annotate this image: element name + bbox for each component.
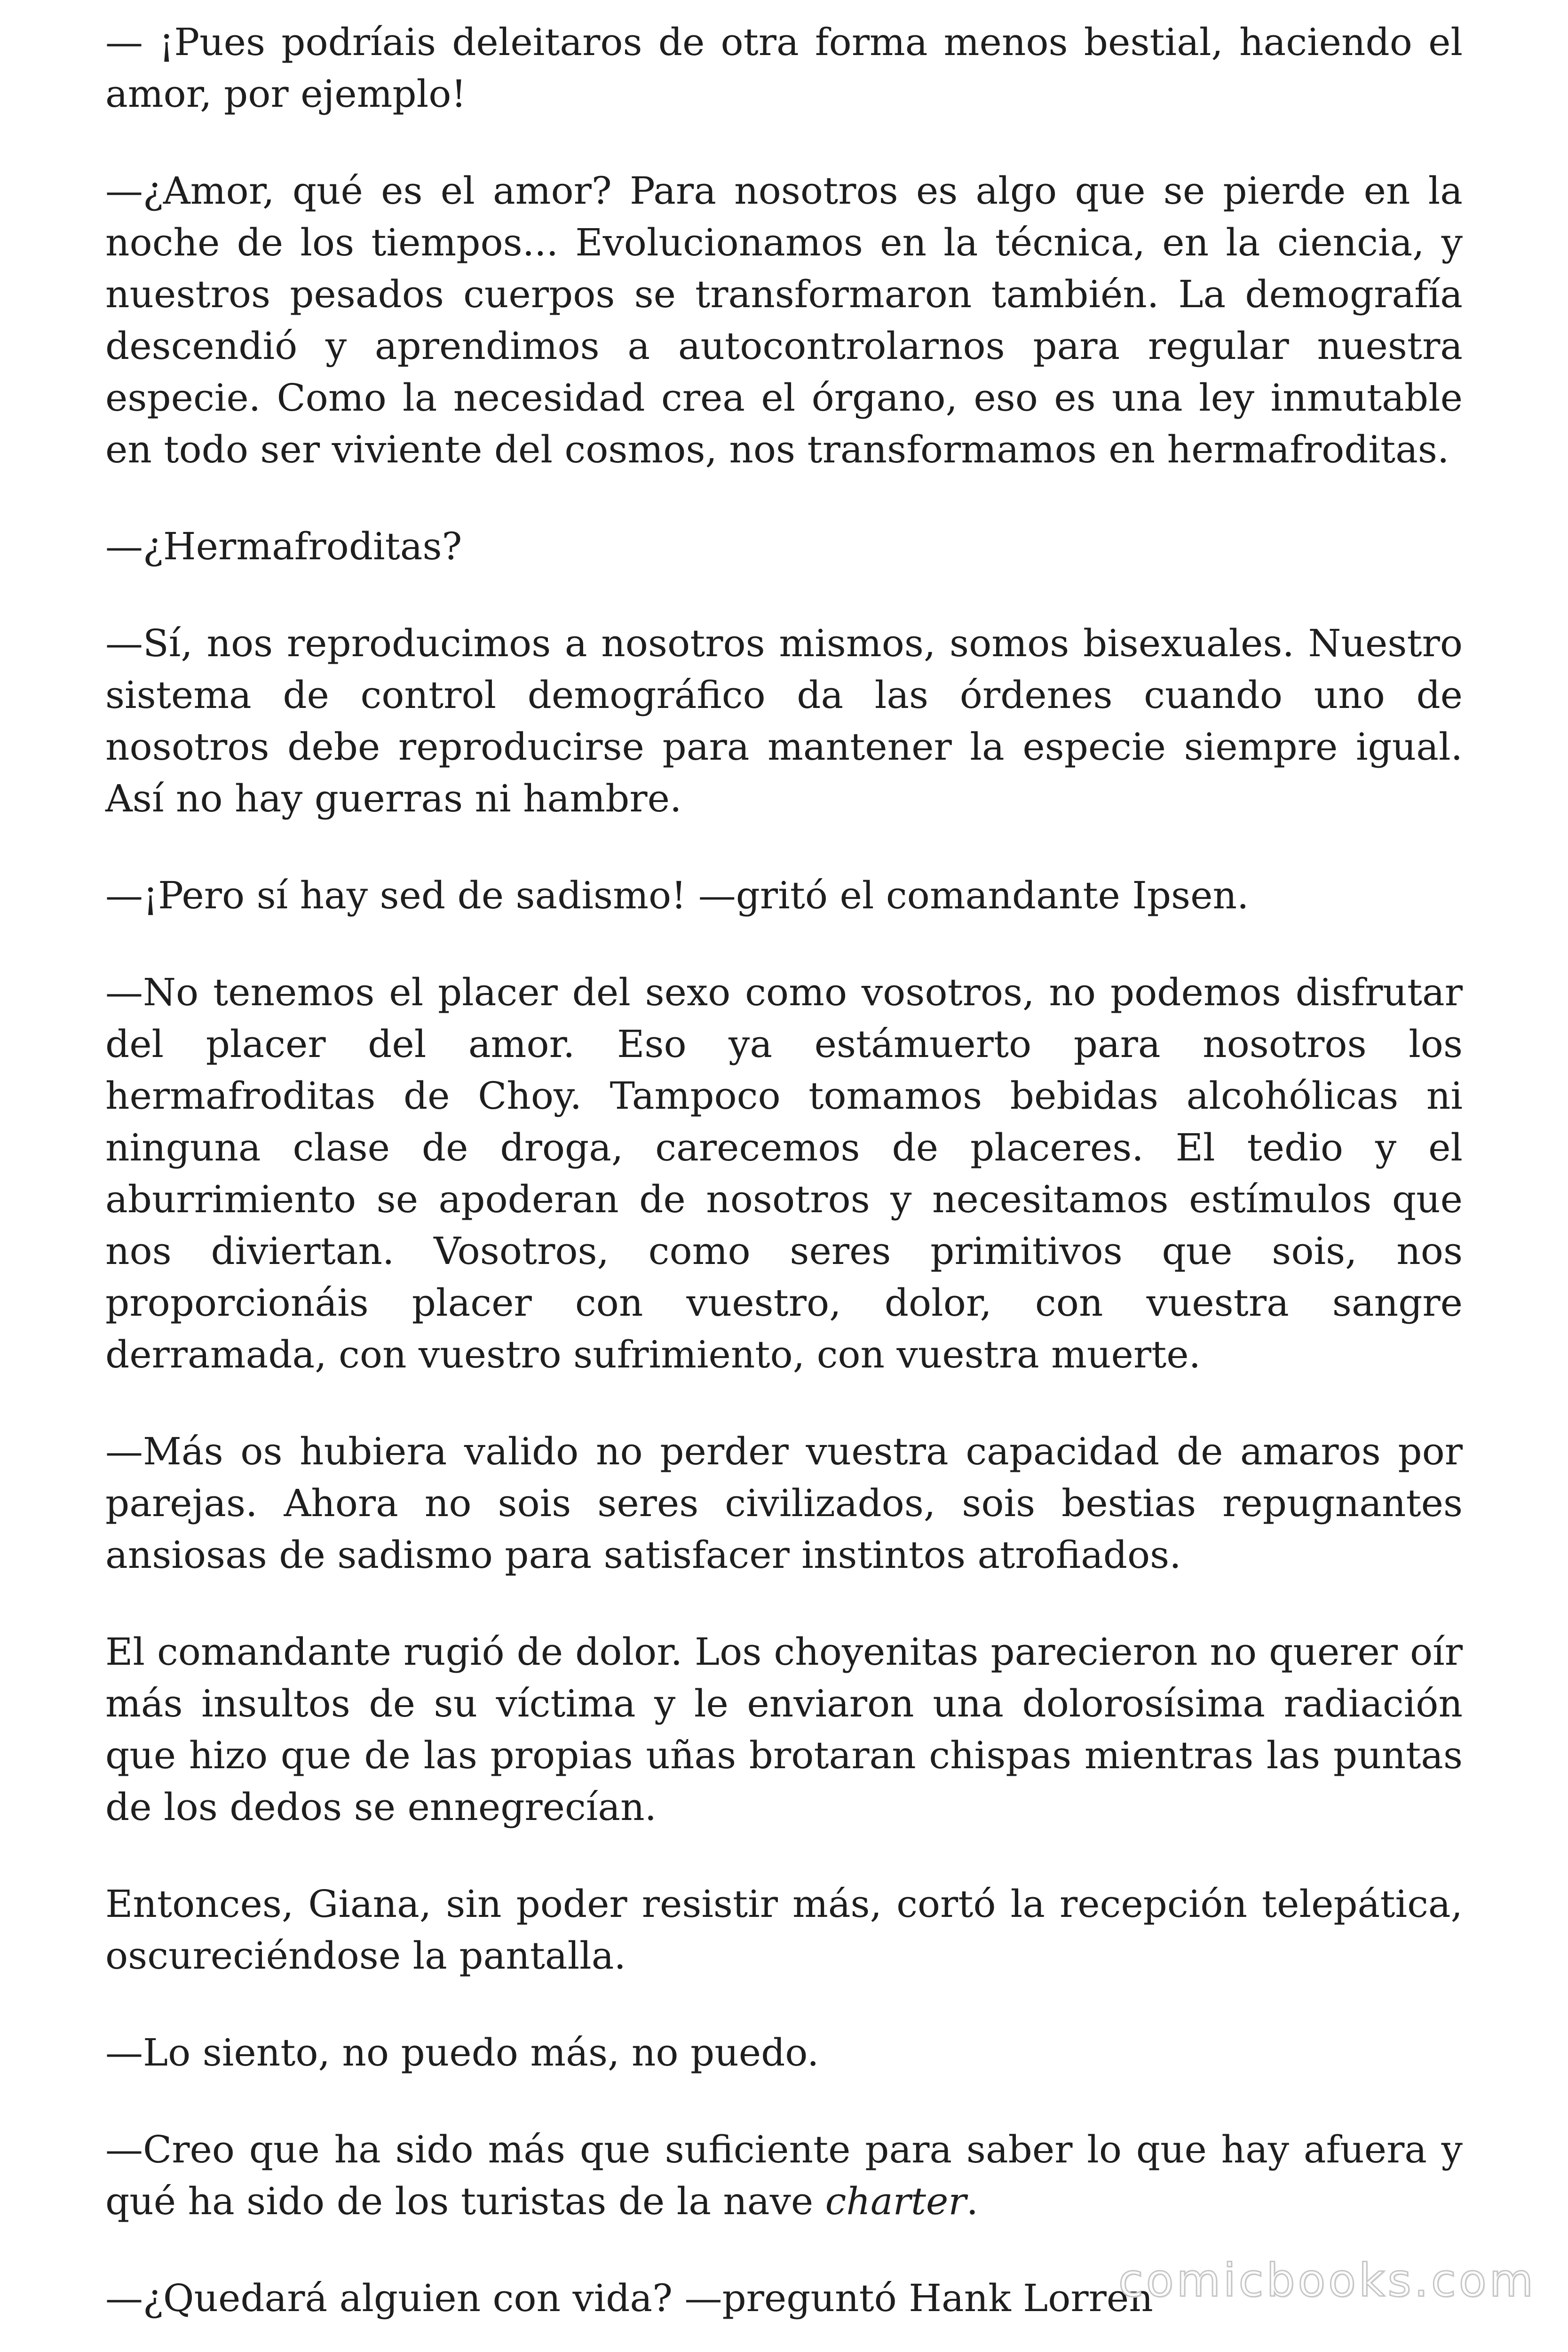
paragraph-8: El comandante rugió de dolor. Los choyenitas parecieron no querer oír más insultos de su víctima y le enviaron una dolorosísima radiación que hizo que de las propias uñas brotaran chispas mientras las puntas de los dedos se ennegrecían. <box>105 1630 1463 1829</box>
paragraph-5: —¡Pero sí hay sed de sadismo! —gritó el comandante Ipsen. <box>105 874 1249 917</box>
paragraph-11 <box>105 2124 1463 2227</box>
paragraph-12: —¿Quedará alguien con vida? —preguntó Hank Lorren <box>105 2276 1153 2320</box>
paragraph-1: — ¡Pues podríais deleitaros de otra forma menos bestial, haciendo el amor, por ejemplo! <box>105 20 1463 116</box>
paragraph-6: —No tenemos el placer del sexo como vosotros, no podemos disfrutar del placer del amor. Eso ya estámuerto para nosotros los hermafroditas de Choy. Tampoco tomamos bebidas alcohólicas ni ninguna clase de droga, carecemos de placeres. El tedio y el aburrimiento se apoderan de nosotros y necesitamos estímulos que nos diviertan. Vosotros, como seres primitivos que sois, nos proporcionáis placer con vuestro, dolor, con vuestra sangre derramada, con vuestro sufrimiento, con vuestra muerte. <box>105 970 1463 1376</box>
paragraph-3: —¿Hermafroditas? <box>105 524 462 568</box>
paragraph-10: —Lo siento, no puedo más, no puedo. <box>105 2031 819 2074</box>
book-page <box>105 16 1463 2324</box>
paragraph-11-text: —Creo que ha sido más que suficiente para saber lo que hay afuera y qué ha sido de los turistas de la nave <box>105 2128 1463 2223</box>
watermark-logo: comicbooks.com <box>1118 2254 1536 2307</box>
paragraph-11-emphasis: charter <box>825 2179 966 2223</box>
paragraph-4: —Sí, nos reproducimos a nosotros mismos, somos bisexuales. Nuestro sistema de control demográfico da las órdenes cuando uno de nosotros debe reproducirse para mantener la especie siempre igual. Así no hay guerras ni hambre. <box>105 621 1463 820</box>
paragraph-2: —¿Amor, qué es el amor? Para nosotros es algo que se pierde en la noche de los tiempos... Evolucionamos en la técnica, en la ciencia, y nuestros pesados cuerpos se transformaron también. La demografía descendió y aprendimos a autocontrolarnos para regular nuestra especie. Como la necesidad crea el órgano, eso es una ley inmutable en todo ser viviente del cosmos, nos transformamos en hermafroditas. <box>105 169 1463 471</box>
paragraph-11-end: . <box>966 2179 979 2223</box>
paragraph-7: —Más os hubiera valido no perder vuestra capacidad de amaros por parejas. Ahora no sois seres civilizados, sois bestias repugnantes ansiosas de sadismo para satisfacer instintos atrofiados. <box>105 1430 1463 1577</box>
paragraph-9: Entonces, Giana, sin poder resistir más, cortó la recepción telepática, oscureciéndose la pantalla. <box>105 1882 1463 1978</box>
